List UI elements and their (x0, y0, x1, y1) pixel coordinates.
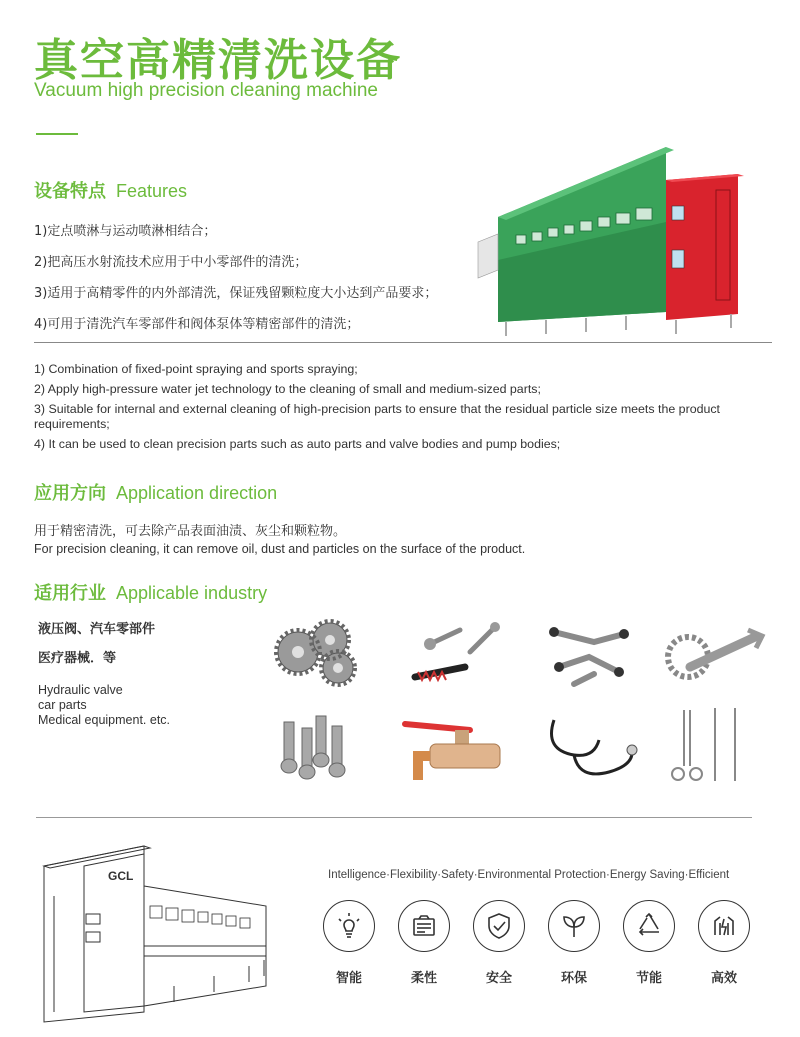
device-icon (398, 900, 450, 952)
application-heading (34, 479, 277, 505)
industry-heading-en: Applicable industry (116, 583, 268, 603)
section-divider (34, 342, 772, 343)
list-item: 1) Combination of fixed-point spraying and sports spraying; (34, 362, 358, 376)
ball-valve-icon (400, 710, 510, 790)
efficiency-icon (698, 900, 750, 952)
list-item: 3) Suitable for internal and external cleaning of high-precision parts to ensure that the residual particle size meets the product requirements; (34, 402, 721, 431)
shock-absorber-icon (400, 612, 510, 692)
features-heading-cn: 设备特点 (34, 181, 106, 202)
features-heading (34, 177, 187, 203)
brand-logo: GCL (108, 869, 134, 883)
machine-outline-drawing (34, 836, 274, 1032)
application-heading-en: Application direction (116, 483, 278, 503)
application-text-en: For precision cleaning, it can remove oil, dust and particles on the surface of the product. (34, 542, 526, 556)
footer-slogan: Intelligence·Flexibility·Safety·Environmental Protection·Energy Saving·Efficient (328, 869, 730, 881)
industry-en-line: car parts (38, 698, 87, 712)
badge-label-flexibility: 柔性 (410, 971, 437, 986)
list-item: 3)适用于高精零件的内外部清洗，保证残留颗粒度大小达到产品要求； (34, 286, 438, 301)
badge-label-intelligence: 智能 (335, 971, 362, 986)
page-subtitle: Vacuum high precision cleaning machine (34, 80, 378, 101)
bolts-icon (266, 710, 376, 790)
machine-image (476, 142, 776, 338)
recycle-icon (623, 900, 675, 952)
leaf-icon (548, 900, 600, 952)
footer-divider (36, 817, 752, 818)
stethoscope-icon (534, 710, 644, 790)
title-divider (36, 133, 78, 135)
list-item: 2) Apply high-pressure water jet technology to the cleaning of small and medium-sized parts; (34, 382, 541, 396)
list-item: 1)定点喷淋与运动喷淋相结合； (34, 224, 217, 239)
surgical-tools-icon (660, 706, 770, 786)
industry-line-2: 医疗器械．等 (38, 651, 117, 666)
industry-line-1: 液压阀、汽车零部件 (38, 622, 156, 637)
lightbulb-icon (323, 900, 375, 952)
industry-en-line: Hydraulic valve (38, 683, 123, 697)
badge-label-safety: 安全 (485, 971, 512, 986)
features-heading-en: Features (116, 181, 188, 201)
badge-label-efficient: 高效 (710, 971, 737, 986)
industry-en-line: Medical equipment. etc. (38, 713, 171, 727)
industry-text-en (38, 683, 170, 728)
list-item: 4) It can be used to clean precision parts such as auto parts and valve bodies and pump bodies; (34, 437, 561, 451)
features-list-en (34, 362, 754, 457)
list-item: 4)可用于清洗汽车零部件和阀体泵体等精密部件的清洗； (34, 317, 360, 332)
list-item: 2)把高压水射流技术应用于中小零部件的清洗； (34, 255, 308, 270)
features-list-cn (34, 216, 494, 340)
industry-heading (34, 579, 267, 605)
shield-icon (473, 900, 525, 952)
application-heading-cn: 应用方向 (34, 483, 106, 504)
industry-heading-cn: 适用行业 (34, 583, 106, 604)
page-title: 真空高精清洗设备 (34, 35, 402, 86)
suspension-arm-icon (534, 612, 644, 692)
application-text-cn: 用于精密清洗，可去除产品表面油渍、灰尘和颗粒物。 (34, 524, 347, 539)
gears-icon (266, 610, 376, 690)
badge-label-environment: 环保 (560, 971, 587, 986)
wrench-icon (660, 612, 770, 692)
badge-label-energy-saving: 节能 (635, 971, 662, 986)
